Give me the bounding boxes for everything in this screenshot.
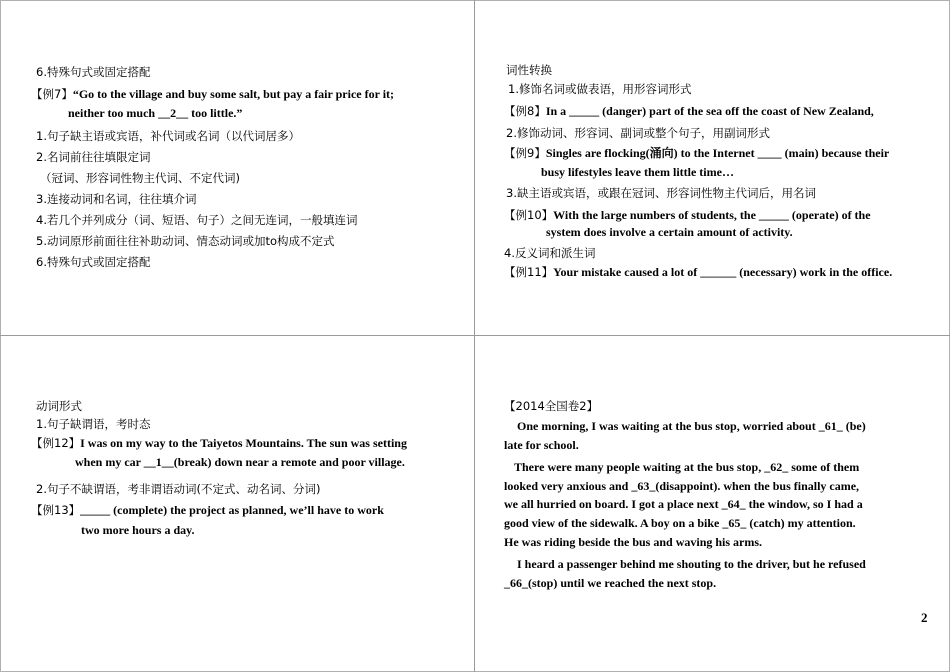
example-text: Singles are flocking(涌向) to the Internet ____ (main) because their	[545, 146, 890, 160]
example-9-line-2: busy lifestyles leave them little time…	[541, 165, 734, 179]
passage-line: I heard a passenger behind me shouting to the driver, but he refused	[517, 557, 866, 571]
rule-item: 1.句子缺主语或宾语，补代词或名词（以代词居多）	[36, 129, 300, 143]
example-text: Your mistake caused a lot of ______ (necessary) work in the office.	[553, 265, 893, 279]
passage-line: _66_(stop) until we reached the next stop.	[504, 576, 717, 590]
example-text: In a _____ (danger) part of the sea off the coast of New Zealand,	[545, 104, 874, 118]
example-10	[504, 208, 871, 223]
example-text: _____ (complete) the project as planned, we’ll have to work	[80, 503, 384, 517]
rule-item: 2.修饰动词、形容词、副词或整个句子，用副词形式	[506, 126, 770, 140]
example-10-line-2: system does involve a certain amount of activity.	[546, 225, 793, 239]
section-title: 【2014全国卷2】	[504, 399, 599, 413]
section-title: 词性转换	[506, 63, 552, 77]
example-12-line-2: when my car __1__(break) down near a remote and poor village.	[75, 455, 405, 469]
passage-line: One morning, I was waiting at the bus stop, worried about _61_ (be)	[517, 419, 866, 433]
passage-line: looked very anxious and _63_(disappoint). when the bus finally came,	[504, 479, 860, 493]
rule-item: 5.动词原形前面往往补助动词、情态动词或加to构成不定式	[36, 234, 335, 248]
rule-item: （冠词、形容词性物主代词、不定代词)	[40, 171, 240, 185]
example-11	[504, 265, 892, 280]
rule-item: 3.缺主语或宾语，或跟在冠词、形容词性物主代词后，用名词	[506, 186, 816, 200]
example-13	[31, 503, 384, 518]
rule-item: 1.修饰名词或做表语，用形容词形式	[508, 82, 692, 96]
rule-item: 4.反义词和派生词	[504, 246, 596, 260]
example-tag: 【例10】	[504, 208, 554, 222]
example-12	[31, 436, 407, 451]
example-13-line-2: two more hours a day.	[81, 523, 195, 537]
example-text: “Go to the village and buy some salt, but pay a fair price for it;	[72, 87, 395, 101]
example-text: With the large numbers of students, the _____ (operate) of the	[553, 208, 871, 222]
page-number: 2	[921, 610, 928, 625]
passage-line: we all hurried on board. I got a place next _64_ the window, so I had a	[504, 497, 863, 511]
example-9	[504, 146, 889, 161]
rule-item: 3.连接动词和名词，往往填介词	[36, 192, 197, 206]
example-7	[31, 87, 394, 102]
example-tag: 【例13】	[31, 503, 81, 517]
rule-item: 1.句子缺谓语，考时态	[36, 417, 151, 431]
example-tag: 【例12】	[31, 436, 81, 450]
passage-line: good view of the sidewalk. A boy on a bike _65_ (catch) my attention.	[504, 516, 856, 530]
horizontal-divider	[0, 335, 950, 336]
rule-item: 4.若几个并列成分（词、短语、句子）之间无连词，一般填连词	[36, 213, 358, 227]
example-tag: 【例8】	[504, 104, 546, 118]
section-title: 动词形式	[36, 399, 82, 413]
rule-item: 2.句子不缺谓语，考非谓语动词(不定式、动名词、分词)	[36, 482, 321, 496]
passage-line: There were many people waiting at the bus stop, _62_ some of them	[514, 460, 860, 474]
example-7-line-2: neither too much __2__ too little.”	[68, 106, 243, 120]
example-tag: 【例7】	[31, 87, 73, 101]
rule-item: 2.名词前往往填限定词	[36, 150, 151, 164]
example-8	[504, 104, 874, 119]
rule-item: 6.特殊句式或固定搭配	[36, 255, 151, 269]
passage-line: late for school.	[504, 438, 579, 452]
section-heading: 6.特殊句式或固定搭配	[36, 65, 151, 79]
example-text: I was on my way to the Taiyetos Mountains. The sun was setting	[80, 436, 407, 450]
passage-line: He was riding beside the bus and waving his arms.	[504, 535, 763, 549]
vertical-divider	[474, 0, 475, 672]
example-tag: 【例11】	[504, 265, 554, 279]
example-tag: 【例9】	[504, 146, 546, 160]
